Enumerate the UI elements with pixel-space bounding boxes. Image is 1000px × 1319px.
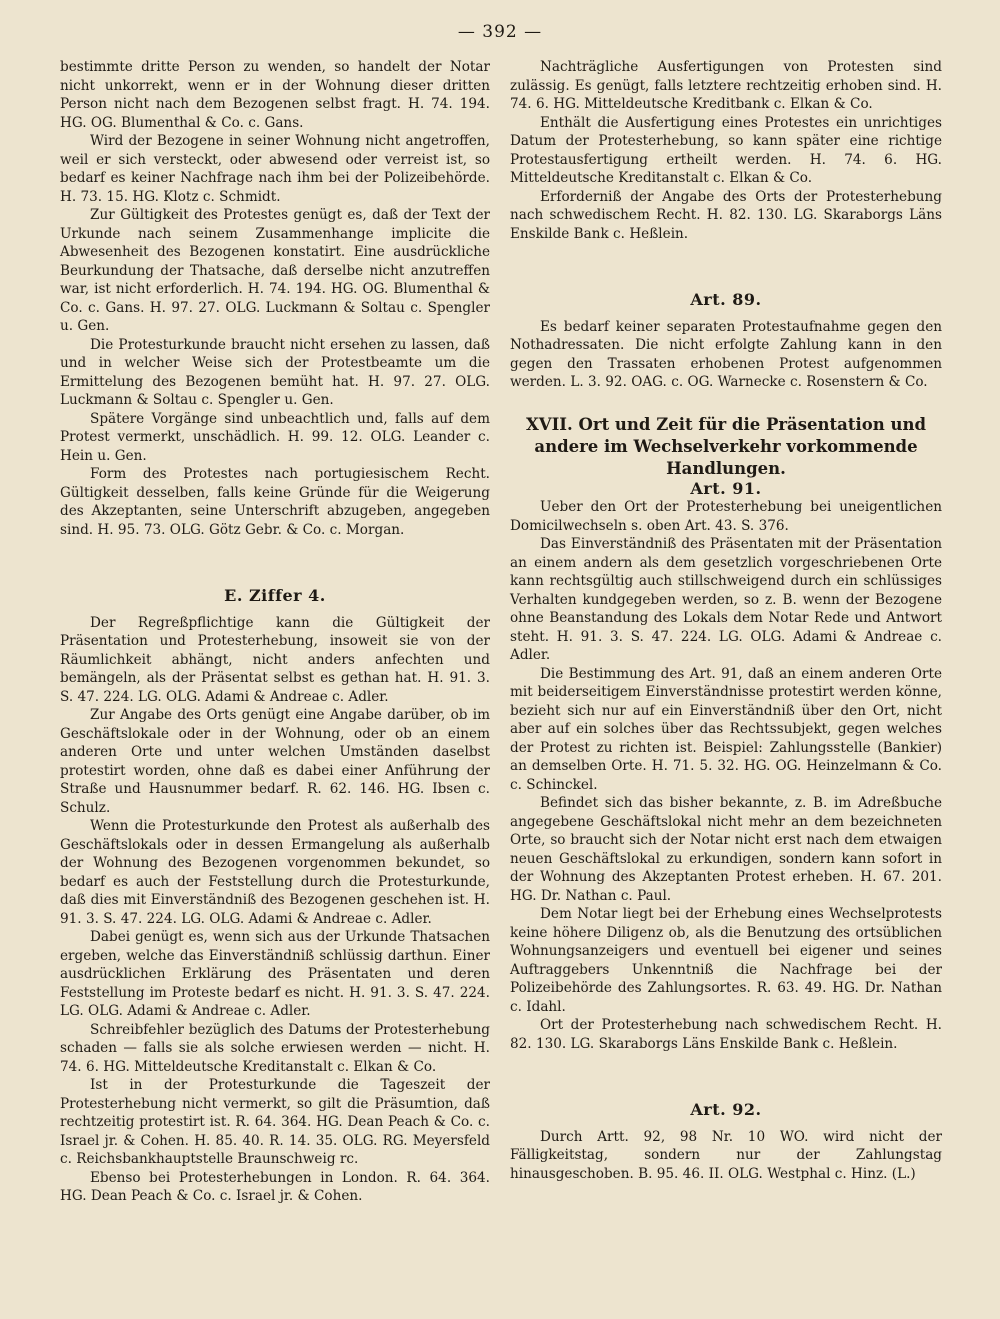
paragraph: Das Einverständniß des Präsentaten mit der Präsentation an einem andern als dem gesetzlich vorgeschriebenen Orte kann rechtsgültig auch stillschweigend durch ein schlüssiges Verhalten kundgegeben werden, so z. B. wenn der Bezogene ohne Beanstandung des Lokals dem Notar Rede und Antwort steht. H. 91. 3. S. 47. 224. LG. OLG. Adami & Andreae c. Adler. [510,536,942,663]
paragraph: Ueber den Ort der Protesterhebung bei uneigentlichen Domicilwechseln s. oben Art. 43. S. 376. [510,499,942,534]
paragraph: Ebenso bei Protesterhebungen in London. R. 64. 364. HG. Dean Peach & Co. c. Israel jr. & Cohen. [60,1169,490,1204]
paragraph: Zur Angabe des Orts genügt eine Angabe darüber, ob im Geschäftslokale oder in der Wohnung, oder ob an einem anderen Orte und unter welchen Umständen daselbst protestirt worden, ohne daß es dabei einer Anführung der Straße und Hausnummer bedarf. R. 62. 146. HG. Ibsen c. Schulz. [60,707,490,816]
paragraph: Nachträgliche Ausfertigungen von Protesten sind zulässig. Es genügt, falls letztere rechtzeitig erhoben sind. H. 74. 6. HG. Mitteldeutsche Kreditbank c. Elkan & Co. [510,59,942,112]
article-heading: Art. 91. [690,478,762,498]
paragraph: Der Regreßpflichtige kann die Gültigkeit der Präsentation und Protesterhebung, insoweit sie von der Räumlichkeit abhängt, nicht anders anfechten und bemängeln, als der Präsentat selbst es gethan hat. H. 91. 3. S. 47. 224. LG. OLG. Adami & Andreae c. Adler. [60,614,490,705]
paragraph: Enthält die Ausfertigung eines Protestes ein unrichtiges Datum der Protesterhebung, so kann später eine richtige Protestausfertigung ertheilt werden. H. 74. 6. HG. Mitteldeutsche Kreditanstalt c. Elkan & Co. [510,114,942,186]
paragraph: Wenn die Protesturkunde den Protest als außerhalb des Geschäftslokals oder in dessen Ermangelung als außerhalb der Wohnung des Bezogenen vorgenommen bekundet, so bedarf es auch der Feststellung durch die Protesturkunde, daß dies mit Einverständniß des Bezogenen geschehen ist. H. 91. 3. S. 47. 224. LG. OLG. Adami & Andreae c. Adler. [60,818,490,927]
left-column [60,58,490,1206]
article-heading: Art. 89. [690,290,762,309]
article-heading: Art. 92. [690,1100,762,1119]
paragraph: Befindet sich das bisher bekannte, z. B. im Adreßbuche angegebene Geschäftslokal nicht mehr an dem bezeichneten Orte, so braucht sich der Notar nicht erst nach dem etwaigen neuen Geschäftslokal zu erkundigen, sondern kann sofort in der Wohnung des Akzeptanten Protest erheben. H. 67. 201. HG. Dr. Nathan c. Paul. [510,795,942,904]
paragraph: Schreibfehler bezüglich des Datums der Protesterhebung schaden — falls sie als solche erwiesen werden — nicht. H. 74. 6. HG. Mitteldeutsche Kreditanstalt c. Elkan & Co. [60,1021,490,1075]
paragraph: Wird der Bezogene in seiner Wohnung nicht angetroffen, weil er sich versteckt, oder abwesend oder verreist ist, so bedarf es keiner Nachfrage nach ihm bei der Polizeibehörde. H. 73. 15. HG. Klotz c. Schmidt. [60,133,490,205]
page-number: — 392 — [457,22,543,42]
paragraph: Spätere Vorgänge sind unbeachtlich und, falls auf dem Protest vermerkt, unschädlich. H. 99. 12. OLG. Leander c. Hein u. Gen. [60,410,490,464]
paragraph: Zur Gültigkeit des Protestes genügt es, daß der Text der Urkunde nach seinem Zusammenhange implicite die Abwesenheit des Bezogenen konstatirt. Eine ausdrückliche Beurkundung der Thatsache, daß derselbe nicht anzutreffen war, ist nicht erforderlich. H. 74. 194. HG. OG. Blumenthal & Co. c. Gans. H. 97. 27. OLG. Luckmann & Soltau c. Spengler u. Gen. [60,207,490,334]
paragraph: Erforderniß der Angabe des Orts der Protesterhebung nach schwedischem Recht. H. 82. 130. LG. Skaraborgs Läns Enskilde Bank c. Heßlein. [510,188,942,242]
paragraph: Dem Notar liegt bei der Erhebung eines Wechselprotests keine höhere Diligenz ob, als die Benutzung des ortsüblichen Wohnungsanzeigers und eventuell bei eigener und seines Auftraggebers Unkenntniß die Nachfrage bei der Polizeibehörde des Zahlungsortes. R. 63. 49. HG. Dr. Nathan c. Idahl. [510,906,942,1015]
paragraph: Ist in der Protesturkunde die Tageszeit der Protesterhebung nicht vermerkt, so gilt die Präsumtion, daß rechtzeitig protestirt ist. R. 64. 364. HG. Dean Peach & Co. c. Israel jr. & Cohen. H. 85. 40. R. 14. 35. OLG. RG. Meyersfeld c. Reichsbankhauptstelle Braunschweig rc. [60,1077,490,1167]
paragraph: Die Bestimmung des Art. 91, daß an einem anderen Orte mit beiderseitigem Einverständnisse protestirt werden könne, bezieht sich nur auf ein Einverständniß über den Ort, nicht aber auf ein solches über das Rechtssubjekt, gegen welches der Protest zu richten ist. Beispiel: Zahlungsstelle (Bankier) an demselben Orte. H. 71. 5. 32. HG. OG. Heinzelmann & Co. c. Schinckel. [510,665,942,793]
paragraph: Durch Artt. 92, 98 Nr. 10 WO. wird nicht der Fälligkeitstag, sondern nur der Zahlungstag hinausgeschoben. B. 95. 46. II. OLG. Westphal c. Hinz. (L.) [510,1128,942,1182]
paragraph: Es bedarf keiner separaten Protestaufnahme gegen den Nothadressaten. Die nicht erfolgte Zahlung kann in den gegen den Trassaten erhobenen Protest aufgenommen werden. L. 3. 92. OAG. c. OG. Warnecke c. Rosenstern & Co. [510,318,942,390]
paragraph: Form des Protestes nach portugiesischem Recht. Gültigkeit desselben, falls keine Gründe für die Weigerung des Akzeptanten, seine Unterschrift abzugeben, angegeben sind. H. 95. 73. OLG. Götz Gebr. & Co. c. Morgan. [60,466,490,538]
paragraph: Ort der Protesterhebung nach schwedischem Recht. H. 82. 130. LG. Skaraborgs Läns Enskilde Bank c. Heßlein. [510,1017,942,1052]
chapter-title: XVII. Ort und Zeit für die Präsentation und andere im Wechselverkehr vorkommende Handlungen. [525,414,927,478]
section-heading: E. Ziffer 4. [224,586,326,605]
paragraph: Dabei genügt es, wenn sich aus der Urkunde Thatsachen ergeben, welche das Einverständniß schlüssig darthun. Einer ausdrücklichen Erklärung des Präsentaten und deren Feststellung im Proteste bedarf es nicht. H. 91. 3. S. 47. 224. LG. OLG. Adami & Andreae c. Adler. [60,929,490,1019]
paragraph: bestimmte dritte Person zu wenden, so handelt der Notar nicht unkorrekt, wenn er in der Wohnung dieser dritten Person nicht nach dem Bezogenen selbst fragt. H. 74. 194. HG. OG. Blumenthal & Co. c. Gans. [60,59,490,131]
right-column [510,58,942,1183]
paragraph: Die Protesturkunde braucht nicht ersehen zu lassen, daß und in welcher Weise sich der Protestbeamte um die Ermittelung des Bezogenen bemüht hat. H. 97. 27. OLG. Luckmann & Soltau c. Spengler u. Gen. [60,336,490,408]
